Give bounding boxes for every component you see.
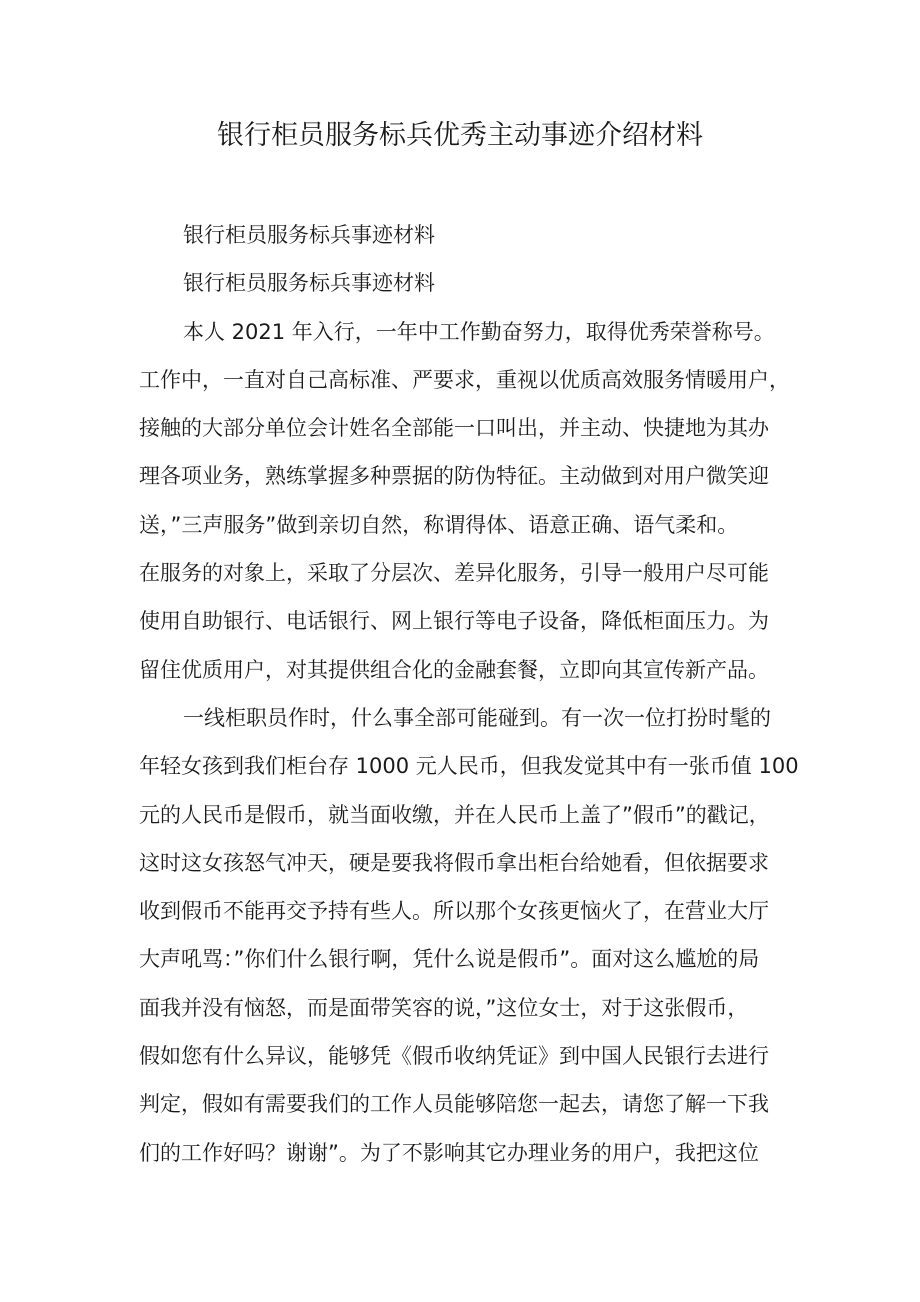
paragraph-line: 年轻女孩到我们柜台存 1000 元人民币，但我发觉其中有一张币值 100 [139, 754, 799, 779]
paragraph-line: 理各项业务，熟练掌握多种票据的防伪特征。主动做到对用户微笑迎 [139, 464, 769, 489]
paragraph-line: 假如您有什么异议，能够凭《假币收纳凭证》到中国人民银行去进行 [139, 1044, 769, 1069]
paragraph-line: 元的人民币是假币，就当面收缴，并在人民币上盖了”假币”的戳记， [139, 802, 770, 827]
document-body [139, 211, 799, 1177]
paragraph-line: 大声吼骂：”你们什么银行啊，凭什么说是假币”。面对这么尴尬的局 [139, 947, 760, 972]
subtitle-line: 银行柜员服务标兵事迹材料 [183, 223, 435, 247]
paragraph-line: 一线柜职员作时，什么事全部可能碰到。有一次一位打扮时髦的 [183, 705, 771, 730]
document-title: 银行柜员服务标兵优秀主动事迹介绍材料 [217, 120, 703, 151]
paragraph-line: 面我并没有恼怒，而是面带笑容的说，”这位女士，对于这张假币， [139, 995, 749, 1020]
paragraph-line: 判定，假如有需要我们的工作人员能够陪您一起去，请您了解一下我 [139, 1092, 769, 1117]
paragraph-line: 在服务的对象上，采取了分层次、差异化服务，引导一般用户尽可能 [139, 561, 769, 586]
paragraph-line: 接触的大部分单位会计姓名全部能一口叫出，并主动、快捷地为其办 [139, 416, 769, 441]
paragraph-line: 们的工作好吗？谢谢”。为了不影响其它办理业务的用户，我把这位 [139, 1140, 759, 1165]
paragraph-line: 留住优质用户，对其提供组合化的金融套餐，立即向其宣传新产品。 [139, 657, 769, 682]
paragraph-line: 送，”三声服务”做到亲切自然，称谓得体、语意正确、语气柔和。 [139, 512, 739, 537]
paragraph-line: 本人 2021 年入行，一年中工作勤奋努力，取得优秀荣誉称号。 [183, 319, 775, 344]
subtitle-line: 银行柜员服务标兵事迹材料 [183, 271, 435, 296]
paragraph-line: 使用自助银行、电话银行、网上银行等电子设备，降低柜面压力。为 [139, 609, 769, 634]
paragraph-line: 收到假币不能再交予持有些人。所以那个女孩更恼火了，在营业大厅 [139, 899, 769, 924]
paragraph-line: 工作中，一直对自己高标准、严要求，重视以优质高效服务情暖用户， [139, 367, 790, 392]
paragraph-line: 这时这女孩怒气冲天，硬是要我将假币拿出柜台给她看，但依据要求 [139, 850, 769, 875]
